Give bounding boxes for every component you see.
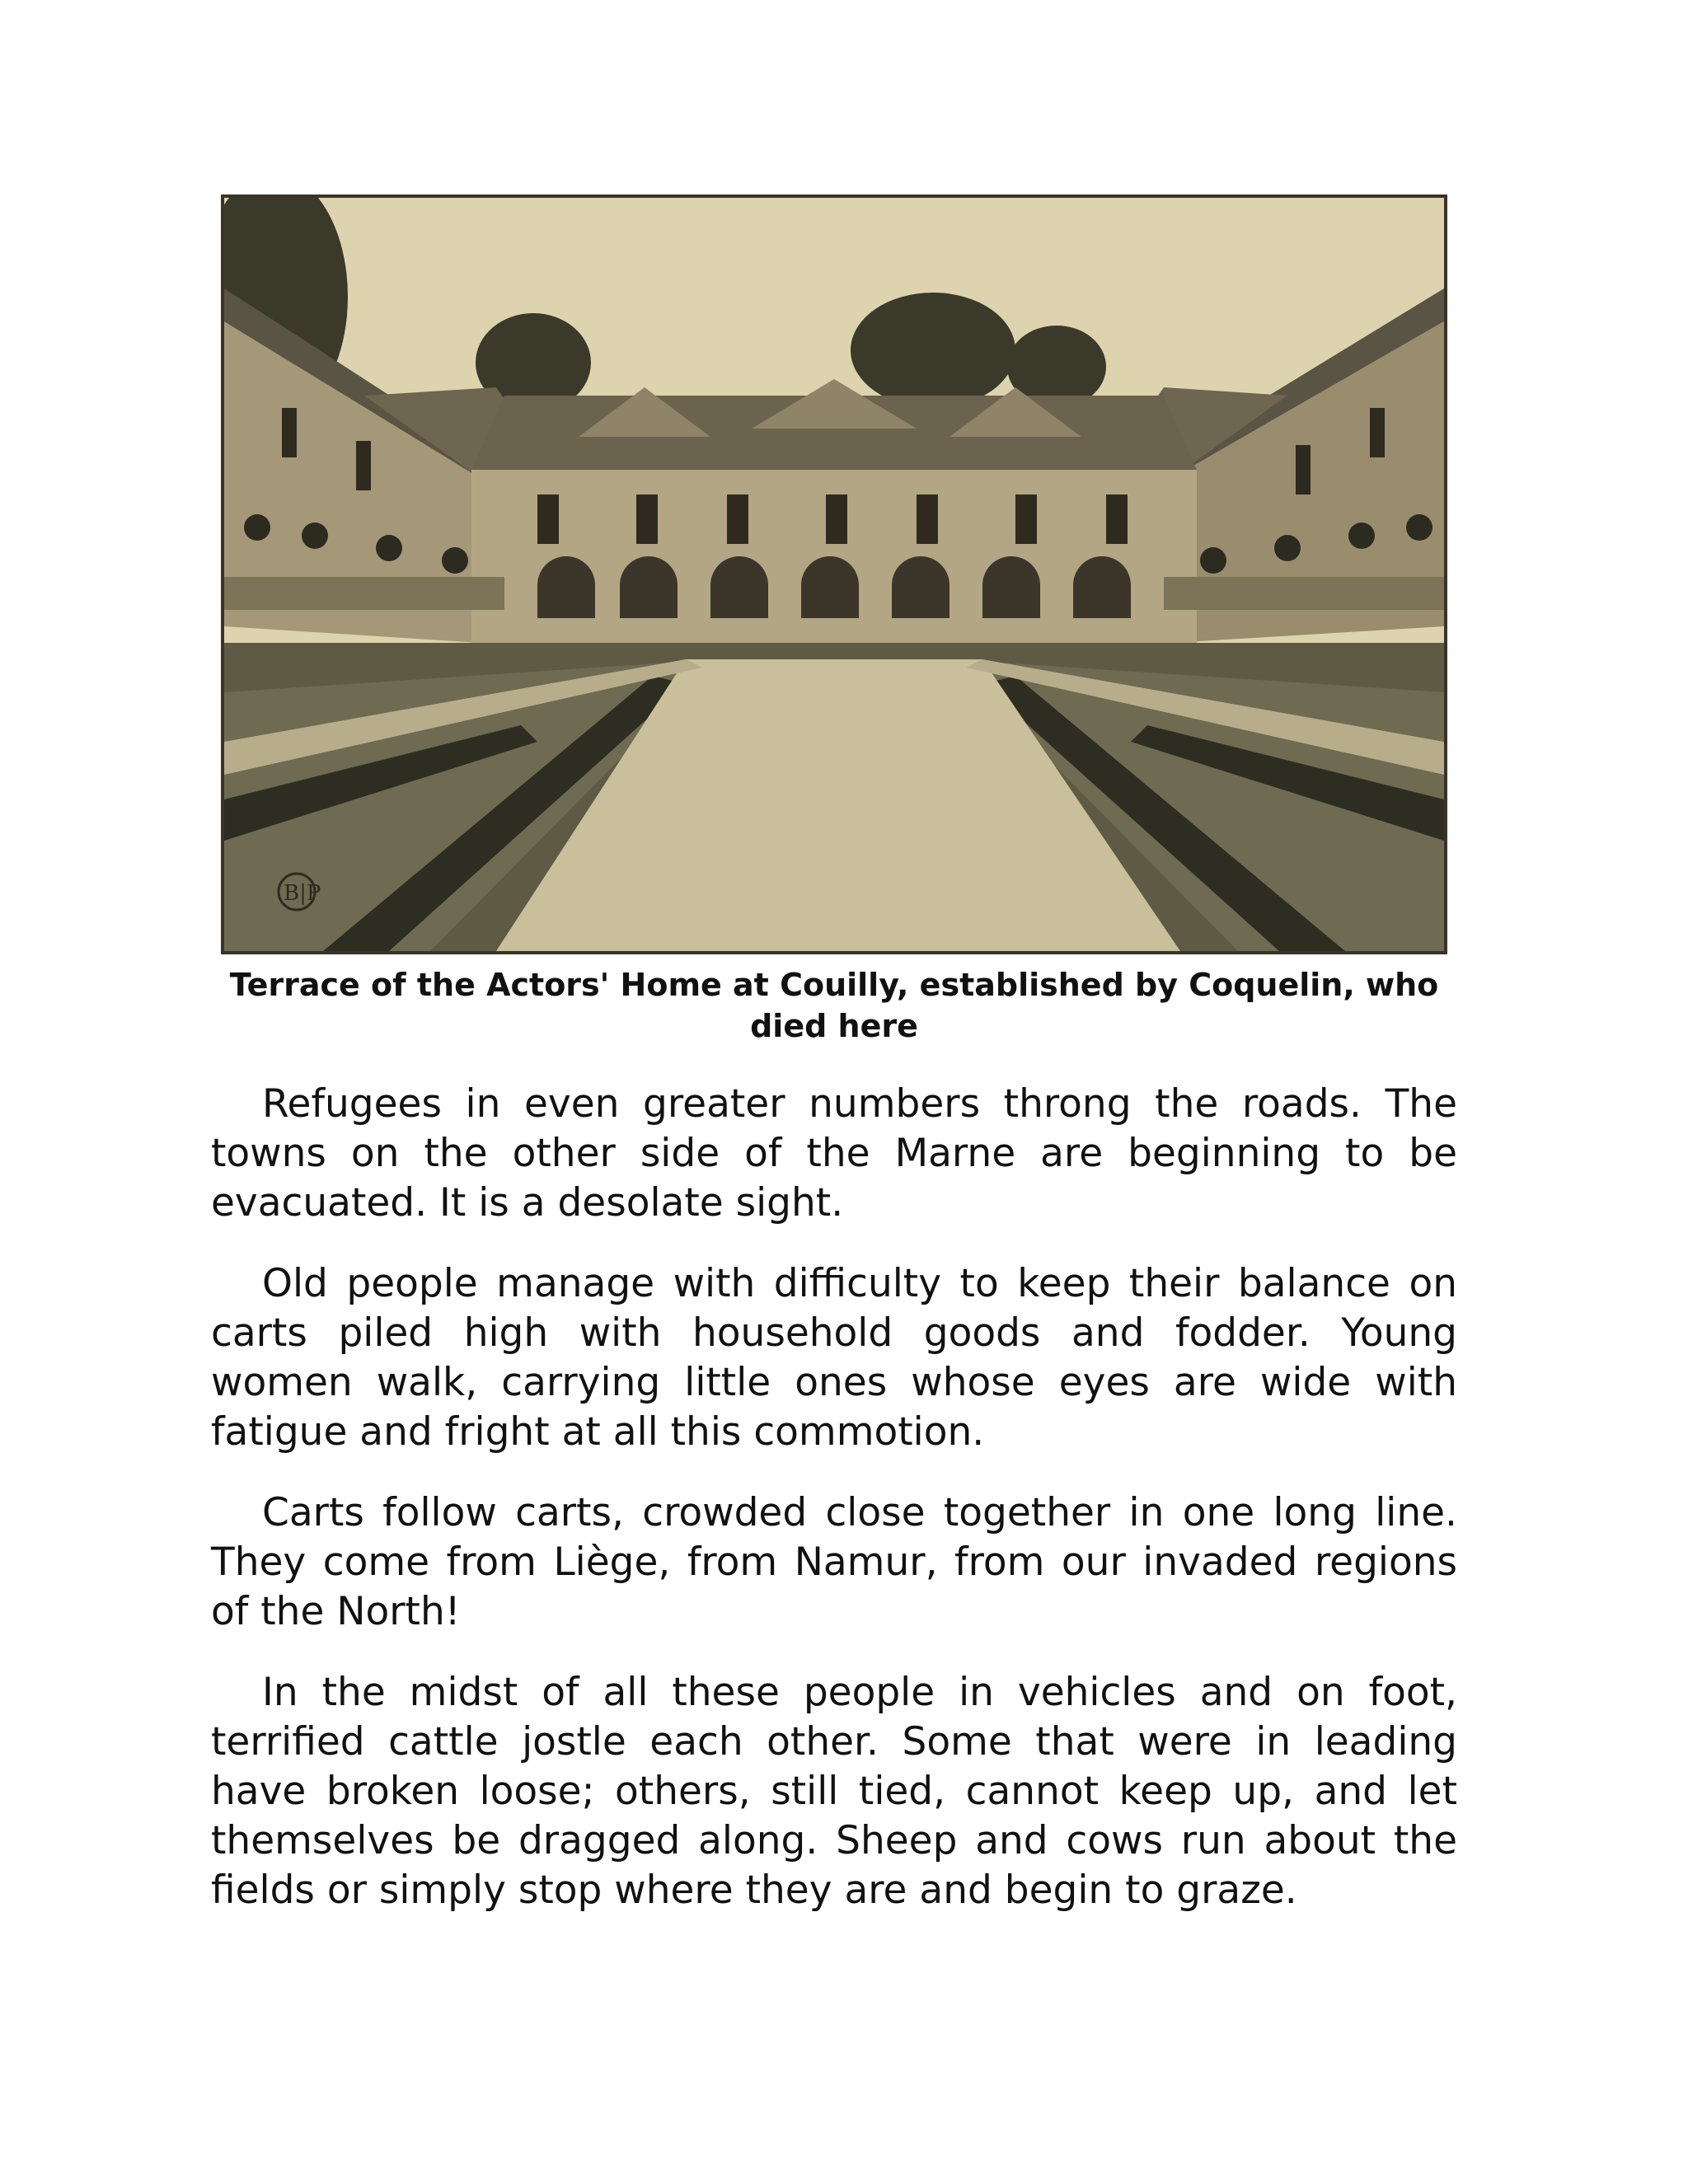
photo-monogram: B|P (284, 881, 321, 906)
terrace-photo-drawing (224, 198, 1444, 951)
paragraph-4: In the midst of all these people in vehicles and on foot, terrified cattle jostle each other. Some that were in leading have broken loose; others, still tied, cannot keep up, and let themselves be dragged along. Sheep and cows run about the fields or simply stop where they are and begin to graze. (211, 1670, 1457, 1913)
paragraph-3: Carts follow carts, crowded close together in one long line. They come from Liège, from Namur, from our invaded regions of the North! (211, 1490, 1457, 1634)
paragraph-2: Old people manage with difficulty to keep their balance on carts piled high with household goods and fodder. Young women walk, carrying little ones whose eyes are wide with fatigue and fright at all this commotion. (211, 1261, 1457, 1455)
terrace-photograph (221, 194, 1447, 954)
body-text (211, 1080, 1457, 1947)
paragraph-1: Refugees in even greater numbers throng the roads. The towns on the other side of the Marne are beginning to be evacuated. It is a desolate sight. (211, 1081, 1457, 1226)
figure-caption: Terrace of the Actors' Home at Couilly, established by Coquelin, who died here (229, 967, 1439, 1044)
